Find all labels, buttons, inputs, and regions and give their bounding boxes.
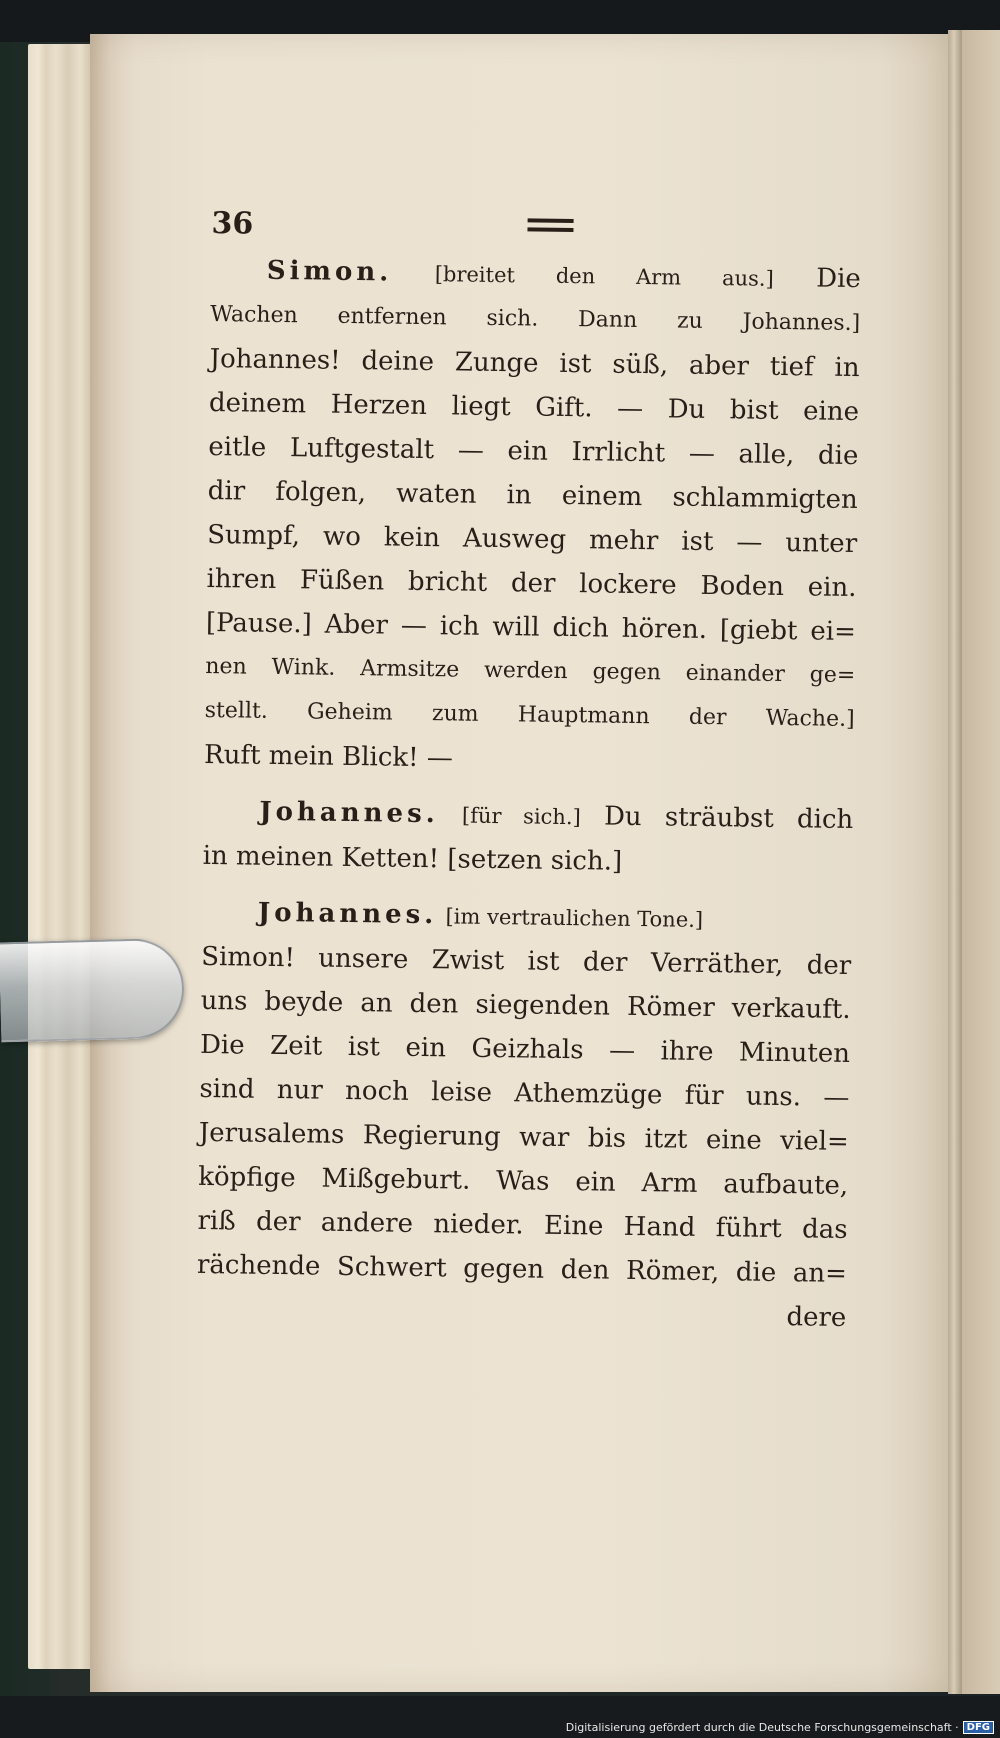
stage-direction: [im vertraulichen Tone.] (445, 904, 704, 932)
text-lines (196, 248, 861, 1340)
text-line (202, 834, 853, 887)
line-text: rächende Schwert gegen den Römer, die an= (196, 1249, 848, 1289)
digitization-credit (566, 1721, 994, 1734)
credit-text: Digitalisierung gefördert durch die Deutsche Forschungsgemeinschaft · (565, 1721, 959, 1734)
page-number: 36 (211, 205, 254, 242)
line-text: dir folgen, waten in einem schlammigten (207, 475, 858, 516)
line-text: Ruft mein Blick! — (203, 739, 454, 774)
line-text: Die (816, 263, 862, 295)
line-text: riß der andere nieder. Eine Hand führt das (197, 1205, 848, 1245)
line-text: eitle Luftgestalt — ein Irrlicht — alle, die (208, 431, 859, 472)
speaker-name: Johannes. (259, 796, 439, 830)
page-holder-clip (0, 938, 185, 1043)
line-text: Sumpf, wo kein Ausweg mehr ist — unter (206, 519, 858, 560)
stage-direction: [breitet den Arm aus.] (434, 262, 774, 291)
page-header (211, 190, 862, 257)
text-line (197, 1243, 848, 1296)
book-gutter (948, 30, 962, 1694)
line-text: Johannes! deine Zunge ist süß, aber tief in (209, 343, 860, 384)
line-text: deinem Herzen liegt Gift. — Du bist eine (208, 387, 860, 428)
line-text: Die Zeit ist ein Geizhals — ihre Minuten (199, 1029, 851, 1069)
line-text: uns beyde an den siegenden Römer verkauft. (200, 985, 851, 1025)
book-page-edges (28, 44, 92, 1669)
line-text: [Pause.] Aber — ich will dich hören. [giebt ei= (205, 607, 857, 648)
line-text: sind nur noch leise Athemzüge für uns. — (199, 1073, 850, 1113)
speaker-name: Simon. (266, 255, 393, 288)
line-text: nen Wink. Armsitze werden gegen einander ge= (205, 653, 856, 689)
stage-direction: [für sich.] (461, 803, 581, 830)
header-ornament (528, 218, 574, 223)
dfg-logo: DFG (963, 1721, 994, 1734)
line-text: Simon! unsere Zwist ist der Verräther, der (201, 941, 852, 981)
line-text: Jerusalems Regierung war bis itzt eine viel= (198, 1117, 849, 1157)
line-text: köpfige Mißgeburt. Was ein Arm aufbaute, (198, 1161, 849, 1201)
page-text (196, 190, 862, 1340)
catchword: dere (786, 1302, 847, 1333)
text-line (204, 733, 855, 786)
text-line (196, 1287, 847, 1340)
line-text: ihren Füßen bricht der lockere Boden ein. (206, 563, 857, 604)
line-text: Wachen entfernen sich. Dann zu Johannes.] (210, 301, 861, 337)
line-text: in meinen Ketten! [setzen sich.] (202, 840, 623, 877)
line-text: Du sträubst dich (603, 801, 854, 836)
facing-page-edge (962, 30, 1000, 1694)
line-text: stellt. Geheim zum Hauptmann der Wache.] (204, 697, 855, 733)
speaker-name: Johannes. (257, 897, 438, 931)
